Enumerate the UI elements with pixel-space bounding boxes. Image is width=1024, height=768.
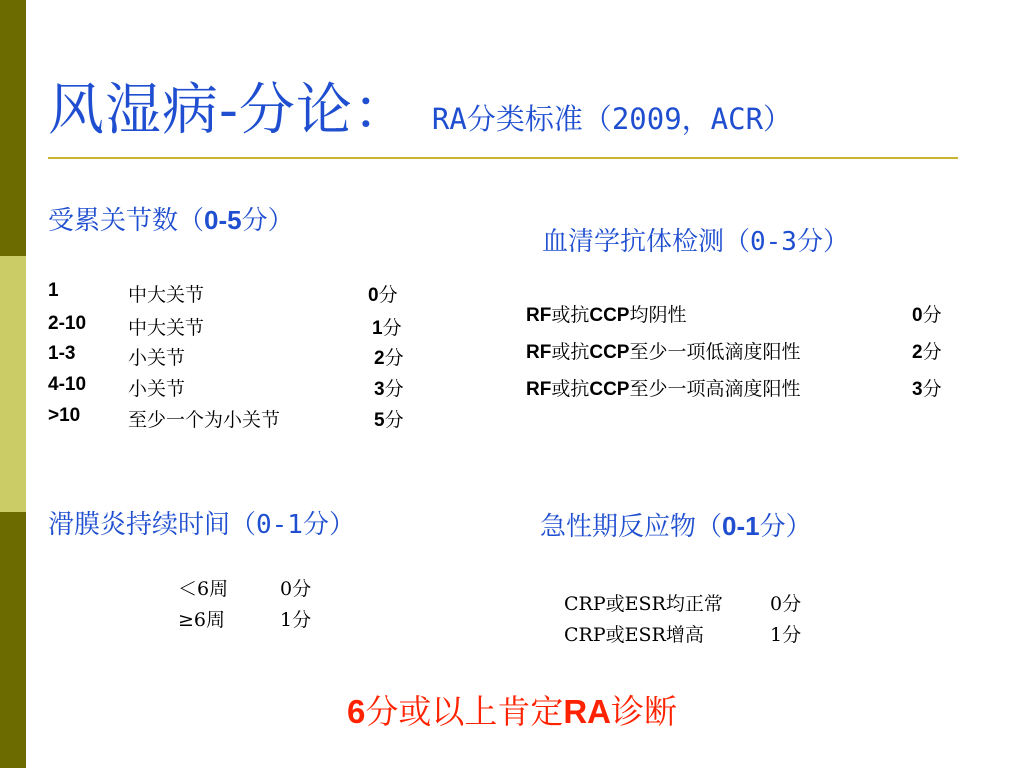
- joint-desc: 小关节: [128, 378, 186, 400]
- joint-count: 4-10: [48, 374, 87, 395]
- joint-count: >10: [48, 405, 81, 426]
- acute-phase-score: 0分: [770, 593, 802, 615]
- title-main: 风湿病-分论：: [48, 78, 410, 143]
- acute-heading-suffix: 分）: [759, 512, 812, 542]
- joint-desc: 至少一个为小关节: [128, 409, 281, 431]
- joint-count: 1: [48, 280, 59, 301]
- conclusion-text1: 分或以上肯定: [365, 692, 564, 731]
- joints-heading: [48, 200, 294, 237]
- joint-score: 1分: [372, 317, 402, 339]
- acute-phase-score: 1分: [770, 624, 802, 646]
- joints-heading-suffix: 分）: [241, 206, 294, 236]
- synovitis-duration: ＜6周: [178, 578, 229, 600]
- conclusion-ra: RA: [563, 693, 612, 730]
- serology-score: 0分: [912, 304, 942, 326]
- synovitis-duration: ≥6周: [178, 609, 226, 631]
- serology-label: RF或抗CCP至少一项高滴度阳性: [526, 378, 801, 400]
- joint-count: 2-10: [48, 313, 87, 334]
- title-subtitle: RA分类标准（2009，ACR）: [431, 102, 793, 136]
- joint-score: 5分: [374, 409, 404, 431]
- sidebar-segment-middle: [0, 256, 26, 512]
- acute-phase-label: CRP或ESR均正常: [564, 593, 723, 615]
- joint-desc: 中大关节: [128, 284, 205, 306]
- joint-desc: 小关节: [128, 347, 186, 369]
- joint-score: 3分: [374, 378, 404, 400]
- joint-desc: 中大关节: [128, 317, 205, 339]
- acute-phase-label: CRP或ESR增高: [564, 624, 704, 646]
- synovitis-score: 1分: [280, 609, 312, 631]
- joint-count: 1-3: [48, 343, 76, 364]
- title-underline: [48, 157, 958, 159]
- serology-label: RF或抗CCP至少一项低滴度阳性: [526, 341, 801, 363]
- slide-title: [48, 66, 792, 166]
- serology-score: 2分: [912, 341, 942, 363]
- acute-heading-range: 0-1: [722, 511, 760, 541]
- acute-heading-prefix: 急性期反应物（: [540, 512, 723, 542]
- synovitis-heading: 滑膜炎持续时间（0-1分）: [48, 510, 355, 540]
- joints-heading-prefix: 受累关节数（: [48, 206, 205, 236]
- conclusion-text: [0, 686, 1024, 733]
- conclusion-text2: 诊断: [611, 692, 678, 731]
- sidebar-decoration: [0, 0, 26, 768]
- joint-score: 2分: [374, 347, 404, 369]
- conclusion-number: 6: [346, 693, 366, 730]
- serology-heading: 血清学抗体检测（0-3分）: [542, 227, 849, 257]
- serology-score: 3分: [912, 378, 942, 400]
- sidebar-segment-top: [0, 0, 26, 256]
- serology-label: RF或抗CCP均阴性: [526, 304, 687, 326]
- joint-score: 0分: [368, 284, 398, 306]
- synovitis-score: 0分: [280, 578, 312, 600]
- joints-heading-range: 0-5: [204, 205, 242, 235]
- acute-phase-heading: [540, 506, 812, 543]
